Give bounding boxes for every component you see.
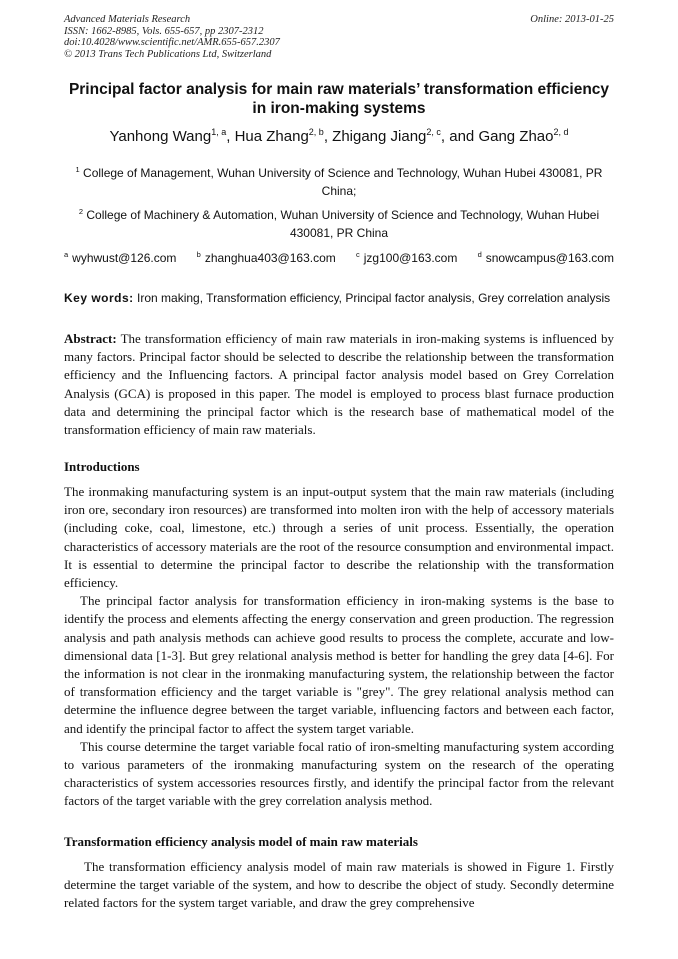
email-link[interactable]: jzg100@163.com bbox=[363, 251, 458, 265]
author-name: Gang Zhao bbox=[478, 128, 554, 145]
online-date: Online: 2013-01-25 bbox=[530, 14, 614, 25]
email-link[interactable]: snowcampus@163.com bbox=[485, 251, 614, 265]
email-item bbox=[197, 250, 336, 266]
affiliation-mark: 1 bbox=[75, 165, 80, 174]
doi-line: doi:10.4028/www.scientific.net/AMR.655-657.2307 bbox=[64, 37, 280, 48]
affiliation-text: College of Management, Wuhan University of Science and Technology, Wuhan Hubei 430081, PR China; bbox=[83, 166, 603, 198]
author-affiliation-mark: 2, b bbox=[308, 127, 324, 137]
affiliation-text: College of Machinery & Automation, Wuhan University of Science and Technology, Wuhan Hubei 430081, PR China bbox=[86, 208, 600, 240]
journal-header bbox=[64, 14, 280, 60]
author-affiliation-mark: 1, a bbox=[211, 127, 227, 137]
author-affiliation-mark: 2, d bbox=[553, 127, 569, 137]
email-link[interactable]: wyhwust@126.com bbox=[72, 251, 177, 265]
keywords-text: Iron making, Transformation efficiency, Principal factor analysis, Grey correlation analysis bbox=[137, 291, 611, 305]
author-name: Yanhong Wang bbox=[109, 128, 212, 145]
author-name: Hua Zhang bbox=[234, 128, 309, 145]
email-link[interactable]: zhanghua403@163.com bbox=[204, 251, 336, 265]
email-list bbox=[64, 250, 614, 266]
abstract-text: The transformation efficiency of main raw materials in iron-making systems is influenced by many factors. Principal factor should be selected to describe the relationship between the transformation efficiency and the Influencing factors. A principal factor analysis model based on Grey Correlation Analysis (GCA) is proposed in this paper. The model is employed to process blast furnace production data and determining the principal factor which is the research base of mathematical model of the transformation efficiency of main raw materials. bbox=[64, 331, 614, 438]
email-mark: c bbox=[356, 250, 360, 259]
email-mark: b bbox=[196, 250, 201, 259]
author-list bbox=[40, 127, 638, 147]
journal-name: Advanced Materials Research bbox=[64, 14, 191, 25]
affiliation-mark: 2 bbox=[78, 207, 84, 216]
introduction-heading: Introductions bbox=[64, 459, 140, 474]
paragraph: This course determine the target variable focal ratio of iron-smelting manufacturing system according to various parameters of the ironmaking manufacturing system on the research of the operating characteristics of system accessories resources firstly, and identify the principal factor from the relevant factors of the target variable with the grey correlation analysis method. bbox=[64, 738, 614, 809]
author-separator: , bbox=[226, 128, 235, 145]
email-mark: a bbox=[64, 250, 69, 259]
issn-line: ISSN: 1662-8985, Vols. 655-657, pp 2307-2312 bbox=[64, 25, 264, 37]
model-section-paragraph: The transformation efficiency analysis model of main raw materials is showed in Figure 1. Firstly determine the target variable of the system, and how to describe the object of study. Secondly determine related factors for the system target variable, and draw the grey comprehensive bbox=[64, 859, 614, 911]
paper-title: Principal factor analysis for main raw materials’ transformation efficiency in iron-making systems bbox=[68, 81, 610, 117]
introduction-body bbox=[64, 483, 614, 811]
author-name: Zhigang Jiang bbox=[332, 128, 427, 145]
copyright-line: © 2013 Trans Tech Publications Ltd, Switzerland bbox=[64, 48, 272, 60]
paragraph: The principal factor analysis for transformation efficiency in iron-making systems is the base to identify the process and elements affecting the energy conservation and green production. The regression analysis and path analysis methods can achieve good results to process the complete, accurate and low-dimensional data [1-3]. But grey relational analysis method is better for handling the grey data [4-6]. For the information is not clear in the ironmaking manufacturing system, the relationship between the factor of transformation efficiency and the target variable is "grey". The grey relational analysis method can determine the influence degree between the target variable, influencing factors and between each factor, and identify the principal factor to affect the system target variable. bbox=[64, 593, 614, 736]
paragraph: The ironmaking manufacturing system is an input-output system that the main raw materials (including iron ore, secondary iron resources) are transformed into molten iron with the help of accessory materials (including coke, coal, limestone, etc.) through a series of unit process. Essentially, the operation characteristics of accessory materials are the root of the resource consumption and environmental impact. It is essential to determine the principal factor to describe the relationship with the transformation efficiency. bbox=[64, 484, 614, 591]
email-item bbox=[356, 250, 457, 266]
abstract-label: Abstract: bbox=[64, 331, 117, 346]
author-separator: , and bbox=[440, 128, 479, 145]
keywords-label: Key words: bbox=[64, 291, 134, 305]
author-separator: , bbox=[323, 128, 333, 145]
affiliation-1 bbox=[64, 164, 614, 200]
model-section-heading: Transformation efficiency analysis model of main raw materials bbox=[64, 834, 418, 849]
keywords bbox=[64, 290, 614, 306]
email-item bbox=[64, 250, 176, 266]
email-mark: d bbox=[477, 250, 482, 259]
author-affiliation-mark: 2, c bbox=[426, 127, 441, 137]
email-item bbox=[478, 250, 614, 266]
affiliation-2 bbox=[64, 206, 614, 242]
abstract bbox=[64, 330, 614, 439]
